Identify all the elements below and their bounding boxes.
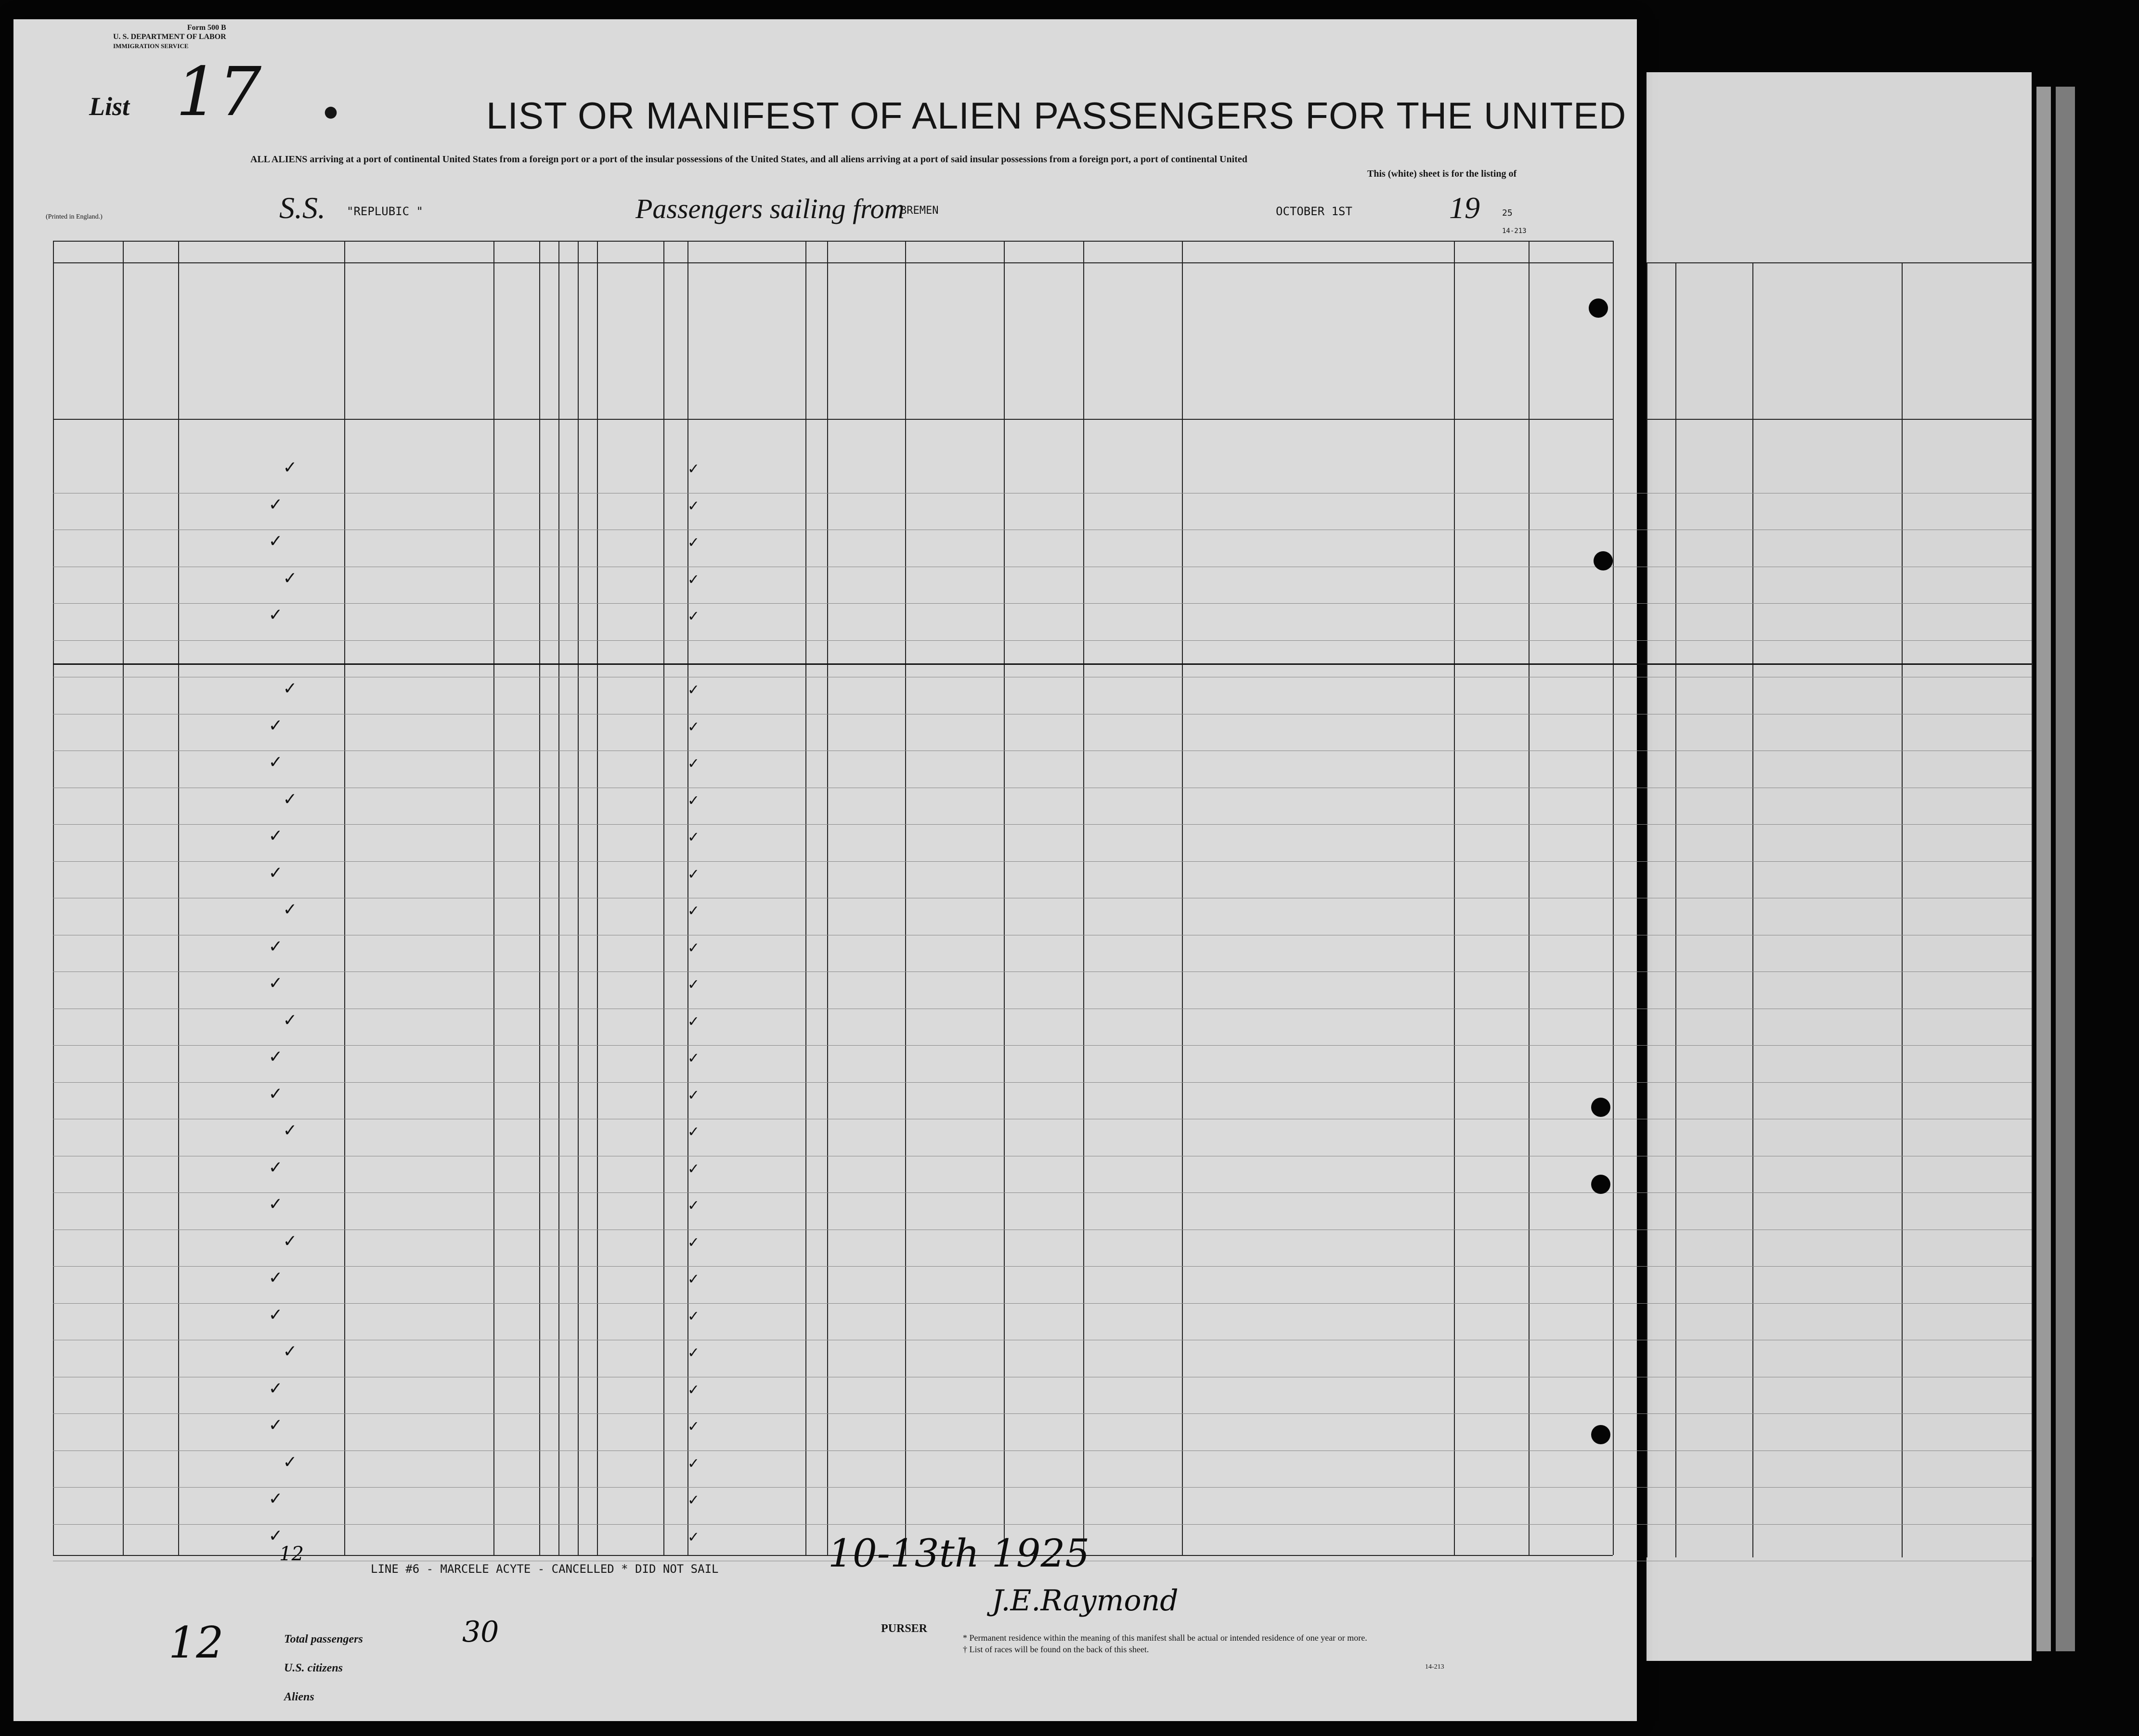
check-mark: ✓: [688, 827, 699, 846]
check-mark: ✓: [270, 861, 282, 883]
check-mark: ✓: [284, 787, 296, 810]
check-mark: ✓: [688, 937, 699, 957]
page-edge-strip: [2056, 87, 2075, 1651]
check-mark: ✓: [270, 1045, 282, 1067]
check-mark: ✓: [284, 1008, 296, 1031]
subtitle: ALL ALIENS arriving at a port of continental United States from a foreign port or a port of the insular possessions of the United States, and all aliens arriving at a port of said insular possessions from a foreign port, a port of continental United: [250, 154, 1247, 165]
column-rule: [1675, 262, 1676, 1557]
row-rule: [53, 1303, 2032, 1304]
check-mark: ✓: [688, 901, 699, 920]
check-mark: ✓: [270, 934, 282, 957]
check-mark: ✓: [270, 1155, 282, 1178]
row-rule: [53, 1266, 2032, 1267]
total-hand: 12: [169, 1618, 224, 1668]
column-rule: [2032, 262, 2033, 1557]
cancel-line: [53, 663, 2032, 665]
row-rule: [53, 1045, 2032, 1046]
row-rule: [53, 1524, 2032, 1525]
check-mark: ✓: [688, 1232, 699, 1252]
form-code: 14-213: [1502, 227, 1527, 235]
row-rule: [53, 1487, 2032, 1488]
us-citizens-label: U.S. citizens: [284, 1662, 343, 1674]
rule-header-bottom: [53, 419, 1613, 420]
check-mark: ✓: [688, 1158, 699, 1178]
manifest-sheet: [13, 19, 1637, 1721]
sail-date: OCTOBER 1ST: [1276, 205, 1352, 218]
footnote-races: † List of races will be found on the back of this sheet.: [963, 1645, 1149, 1654]
check-mark: ✓: [270, 492, 282, 515]
check-mark: ✓: [688, 1085, 699, 1104]
check-mark: ✓: [270, 751, 282, 773]
check-mark: ✓: [688, 1011, 699, 1031]
signature: J.E.Raymond: [992, 1584, 1179, 1618]
line6-note: LINE #6 - MARCELE ACYTE - CANCELLED * DID NOT SAIL: [371, 1562, 719, 1576]
page-total-hand: 12: [279, 1543, 304, 1565]
list-number: 17: [176, 53, 262, 131]
check-mark: ✓: [270, 1376, 282, 1399]
check-mark: ✓: [688, 459, 699, 478]
ship-name: "REPLUBIC ": [347, 205, 423, 218]
row-rule: [53, 1413, 2032, 1414]
port: BREMEN: [900, 205, 939, 217]
page-title: LIST OR MANIFEST OF ALIEN PASSENGERS FOR THE UNITED: [486, 94, 1627, 137]
page-edge-strip: [2036, 87, 2051, 1651]
check-mark: ✓: [688, 1453, 699, 1473]
check-mark: ✓: [688, 716, 699, 736]
rule-colnums: [53, 262, 1613, 263]
printed-note: (Printed in England.): [46, 213, 103, 220]
punch-hole: [1591, 1098, 1610, 1117]
check-mark: ✓: [270, 1524, 282, 1546]
check-mark: ✓: [284, 566, 296, 589]
check-mark: ✓: [688, 864, 699, 883]
check-mark: ✓: [688, 1269, 699, 1288]
check-mark: ✓: [270, 713, 282, 736]
check-mark: ✓: [688, 1343, 699, 1362]
check-mark: ✓: [688, 569, 699, 589]
check-mark: ✓: [688, 753, 699, 773]
row-rule: [53, 603, 2032, 604]
footer-code: 14-213: [1425, 1663, 1444, 1671]
sailing-label: Passengers sailing from: [635, 193, 905, 224]
punch-hole: [1591, 1175, 1610, 1194]
aliens-label: Aliens: [284, 1691, 314, 1703]
year-prefix: 19: [1449, 191, 1480, 225]
check-mark: ✓: [688, 1122, 699, 1141]
check-mark: ✓: [270, 1082, 282, 1104]
punch-hole: [1591, 1425, 1610, 1444]
continuation-sheet: [1646, 72, 2032, 1661]
row-rule: [53, 640, 2032, 641]
check-mark: ✓: [688, 680, 699, 699]
check-mark: ✓: [270, 1303, 282, 1325]
us-hand: 30: [462, 1615, 499, 1649]
check-mark: ✓: [688, 1490, 699, 1509]
form-id: [113, 23, 226, 51]
row-rule: [53, 1192, 2032, 1193]
check-mark: ✓: [270, 972, 282, 994]
rule-right-top: [1646, 262, 2032, 263]
ship-prefix: S.S.: [279, 191, 325, 225]
total-passengers-label: Total passengers: [284, 1633, 363, 1645]
year-suffix: 25: [1502, 208, 1513, 218]
row-rule: [53, 824, 2032, 825]
check-mark: ✓: [270, 1413, 282, 1436]
subtitle-sheet: This (white) sheet is for the listing of: [1367, 168, 1517, 179]
check-mark: ✓: [270, 824, 282, 846]
check-mark: ✓: [688, 532, 699, 552]
check-mark: ✓: [688, 1048, 699, 1067]
check-mark: ✓: [688, 495, 699, 515]
bullet: •: [321, 94, 341, 133]
row-rule: [53, 861, 2032, 862]
check-mark: ✓: [284, 677, 296, 699]
check-mark: ✓: [270, 1266, 282, 1288]
check-mark: ✓: [688, 1527, 699, 1546]
check-mark: ✓: [284, 456, 296, 478]
check-mark: ✓: [270, 1487, 282, 1509]
check-mark: ✓: [284, 1119, 296, 1141]
row-rule: [53, 1082, 2032, 1083]
official-stamp: 10-13th 1925: [828, 1531, 1090, 1576]
list-label: List: [89, 92, 130, 121]
column-rule: [1646, 262, 1647, 1557]
check-mark: ✓: [688, 606, 699, 625]
purser-label: PURSER: [881, 1622, 928, 1635]
rule-right-header: [1646, 419, 2032, 420]
column-rule: [1752, 262, 1753, 1557]
form-number: Form 500 B: [187, 24, 226, 32]
check-mark: ✓: [688, 1416, 699, 1436]
check-mark: ✓: [688, 1306, 699, 1325]
check-mark: ✓: [688, 1195, 699, 1215]
check-mark: ✓: [688, 1379, 699, 1399]
punch-hole: [1589, 298, 1608, 318]
check-mark: ✓: [270, 603, 282, 625]
check-mark: ✓: [688, 974, 699, 994]
department: U. S. DEPARTMENT OF LABOR: [113, 33, 226, 41]
check-mark: ✓: [270, 1192, 282, 1215]
check-mark: ✓: [284, 1450, 296, 1473]
check-mark: ✓: [270, 530, 282, 552]
check-mark: ✓: [284, 1340, 296, 1362]
check-mark: ✓: [284, 898, 296, 920]
column-rule: [1902, 262, 1903, 1557]
footnote-residence: * Permanent residence within the meaning of this manifest shall be actual or intended residence of one year or more.: [963, 1633, 1367, 1643]
check-mark: ✓: [284, 1229, 296, 1252]
rule-top: [53, 241, 1613, 242]
punch-hole: [1594, 551, 1613, 570]
check-mark: ✓: [688, 790, 699, 810]
service: IMMIGRATION SERVICE: [113, 42, 189, 50]
